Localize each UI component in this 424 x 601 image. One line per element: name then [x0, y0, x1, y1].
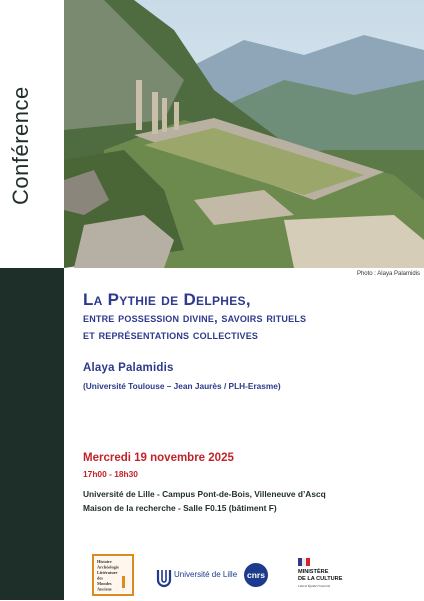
conference-subtitle-line1: entre possession divine, savoirs rituels [83, 311, 307, 325]
universite-lille-logo-art [156, 568, 238, 588]
partner-logos [64, 548, 424, 600]
delphi-photo [64, 0, 424, 268]
universite-lille-logo [156, 568, 238, 593]
speaker-name: Alaya Palamidis [83, 362, 174, 374]
hamlim-word-4: des [97, 575, 103, 581]
universite-lille-wordmark: Université de Lille [174, 570, 238, 579]
hamlim-word-6: Anciens [97, 586, 112, 592]
conference-subtitle-line2: et représentations collectives [83, 328, 259, 342]
sidebar-bottom [0, 268, 64, 600]
event-time: 17h00 - 18h30 [83, 469, 138, 479]
hamlim-word-5: Mondes [97, 581, 112, 586]
event-location-line1: Université de Lille - Campus Pont-de-Bois, Villeneuve d’Ascq [83, 489, 326, 499]
hamlim-logo-art [94, 556, 132, 594]
conference-title: La Pythie de Delphes, [83, 290, 251, 309]
event-location-line2: Maison de la recherche - Salle F0.15 (bâtiment F) [83, 503, 277, 513]
ministere-motto: Liberté Égalité Fraternité [298, 584, 331, 588]
ministere-culture-logo [296, 556, 356, 601]
ministere-line1: MINISTÈRE [298, 569, 329, 575]
category-label: Conférence [8, 86, 33, 205]
photo-credit: Photo : Alaya Palamidis [356, 271, 420, 277]
hamlim-logo [92, 554, 134, 596]
hamlim-word-3: Littérature [97, 570, 118, 575]
hamlim-word-1: Histoire [97, 559, 112, 564]
cnrs-wordmark: cnrs [247, 570, 265, 580]
cnrs-logo [242, 562, 270, 593]
cnrs-logo-art [242, 562, 270, 588]
ministere-culture-logo-art [296, 556, 356, 596]
speaker-affiliation: (Université Toulouse – Jean Jaurès / PLH-Erasme) [83, 381, 281, 391]
conference-title-block [83, 290, 418, 344]
ministere-line2: DE LA CULTURE [298, 576, 343, 582]
hamlim-word-2: Archéologie [97, 564, 119, 570]
event-date: Mercredi 19 novembre 2025 [83, 452, 234, 464]
